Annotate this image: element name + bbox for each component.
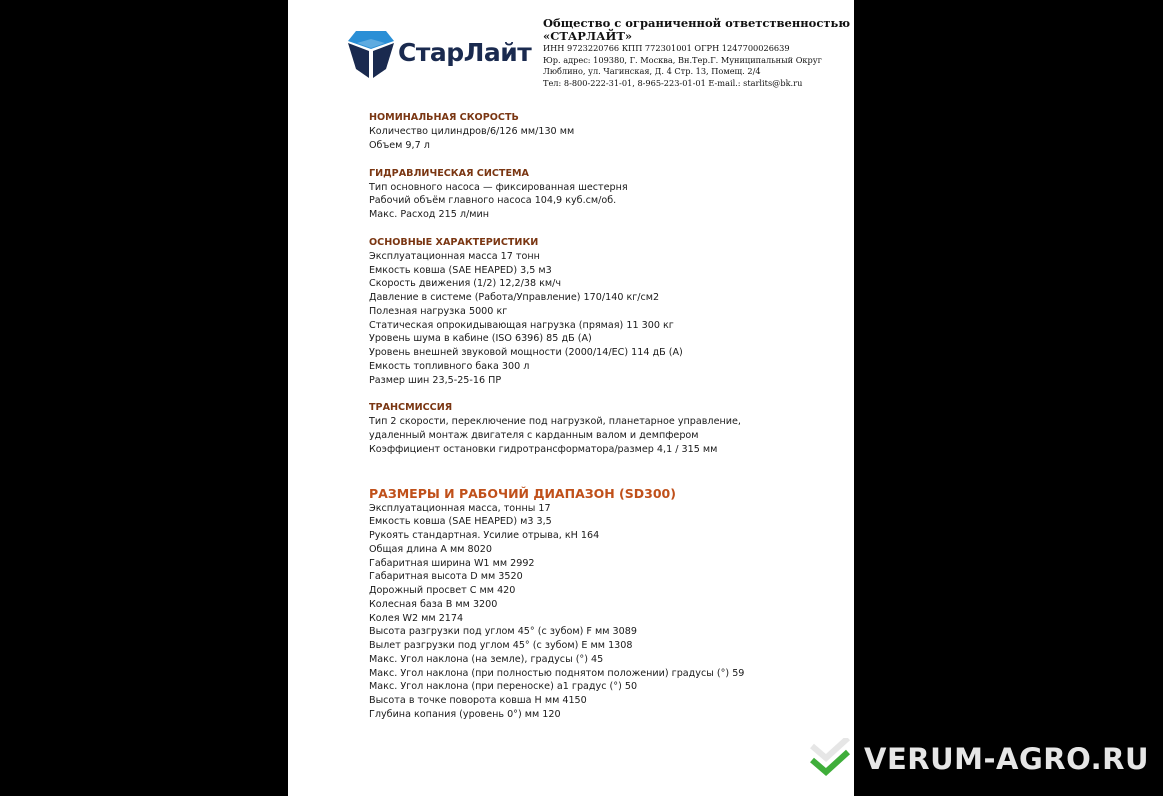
section-title: ГИДРАВЛИЧЕСКАЯ СИСТЕМА xyxy=(369,167,529,179)
spec-line: Уровень шума в кабине (ISO 6396) 85 дБ (A) xyxy=(369,333,592,345)
company-info xyxy=(543,16,851,89)
company-address-line-2: Люблино, ул. Чагинская, Д. 4 Стр. 13, Помещ. 2/4 xyxy=(543,66,761,76)
spec-line: Емкость ковша (SAE HEAPED) 3,5 м3 xyxy=(369,264,552,276)
watermark xyxy=(808,738,1149,780)
spec-line: Макс. Угол наклона (при полностью поднятом положении) градусы (°) 59 xyxy=(369,667,745,679)
spec-line: Общая длина A мм 8020 xyxy=(369,543,492,555)
spec-line: Высота в точке поворота ковша H мм 4150 xyxy=(369,695,587,706)
section-title: НОМИНАЛЬНАЯ СКОРОСТЬ xyxy=(369,112,519,123)
spec-line: Габаритная высота D мм 3520 xyxy=(369,571,523,583)
section-title: ТРАНСМИССИЯ xyxy=(369,402,453,414)
section-transmission xyxy=(369,401,839,456)
spec-line: Высота разгрузки под углом 45° (с зубом) F мм 3089 xyxy=(369,626,637,638)
spec-line: Давление в системе (Работа/Управление) 170/140 кг/см2 xyxy=(369,292,660,303)
section-hydraulic xyxy=(369,167,839,222)
spec-line: Статическая опрокидывающая нагрузка (прямая) 11 300 кг xyxy=(369,319,674,331)
section-main-characteristics xyxy=(369,236,839,388)
company-address-line-1: Юр. адрес: 109380, Г. Москва, Вн.Тер.Г. Муниципальный Округ xyxy=(543,54,822,65)
spec-line: Емкость топливного бака 300 л xyxy=(369,360,530,372)
spec-line: Вылет разгрузки под углом 45° (с зубом) E мм 1308 xyxy=(369,640,633,651)
watermark-text: VERUM-AGRO.RU xyxy=(864,742,1150,776)
spec-content xyxy=(369,111,839,722)
spec-line: Макс. Угол наклона (при переноске) a1 градус (°) 50 xyxy=(369,681,638,693)
company-name: Общество с ограниченной ответственностью xyxy=(543,16,851,30)
spec-line: Тип основного насоса — фиксированная шестерня xyxy=(369,181,628,193)
spec-line: Колесная база B мм 3200 xyxy=(369,598,498,610)
spec-line: Объем 9,7 л xyxy=(369,139,430,151)
spec-line: Дорожный просвет C мм 420 xyxy=(369,585,516,596)
spec-line: Уровень внешней звуковой мощности (2000/14/EC) 114 дБ (A) xyxy=(369,347,683,358)
spec-line: Скорость движения (1/2) 12,2/38 км/ч xyxy=(369,278,562,290)
section-title-large: РАЗМЕРЫ И РАБОЧИЙ ДИАПАЗОН (SD300) xyxy=(369,485,676,501)
spec-line: Полезная нагрузка 5000 кг xyxy=(369,305,508,317)
spec-line: Колея W2 мм 2174 xyxy=(369,612,464,624)
spec-line: Емкость ковша (SAE HEAPED) м3 3,5 xyxy=(369,516,552,528)
section-dimensions xyxy=(369,485,839,722)
section-title: ОСНОВНЫЕ ХАРАКТЕРИСТИКИ xyxy=(369,236,539,248)
spec-line: Глубина копания (уровень 0°) мм 120 xyxy=(369,708,561,720)
spec-line: Коэффициент остановки гидротрансформатора/размер 4,1 / 315 мм xyxy=(369,443,718,455)
spec-line: Макс. Расход 215 л/мин xyxy=(369,209,489,220)
spec-line: Количество цилиндров/6/126 мм/130 мм xyxy=(369,126,575,137)
starlight-logo-icon xyxy=(348,29,394,78)
spec-line: Тип 2 скорости, переключение под нагрузкой, планетарное управление, удаленный монтаж двигателя с карданным валом и демпфером xyxy=(369,416,741,441)
chevron-check-icon xyxy=(808,738,856,780)
document-page xyxy=(288,0,854,796)
spec-line: Рукоять стандартная. Усилие отрыва, кН 164 xyxy=(369,530,600,541)
spec-line: Макс. Угол наклона (на земле), градусы (°) 45 xyxy=(369,653,604,665)
spec-line: Габаритная ширина W1 мм 2992 xyxy=(369,557,535,569)
spec-line: Размер шин 23,5-25-16 ПР xyxy=(369,374,502,386)
company-requisites: ИНН 9723220766 КПП 772301001 ОГРН 1247700026639 xyxy=(543,43,790,53)
spec-line: Рабочий объём главного насоса 104,9 куб.см/об. xyxy=(369,195,617,207)
brand-name: СтарЛайт xyxy=(398,38,532,67)
company-contacts: Тел: 8-800-222-31-01, 8-965-223-01-01 E-mail.: starlits@bk.ru xyxy=(543,77,803,88)
spec-line: Эксплуатационная масса 17 тонн xyxy=(369,250,540,262)
company-short-name: «СТАРЛАЙТ» xyxy=(543,29,633,43)
section-speed xyxy=(369,111,839,153)
spec-line: Эксплуатационная масса, тонны 17 xyxy=(369,502,551,514)
